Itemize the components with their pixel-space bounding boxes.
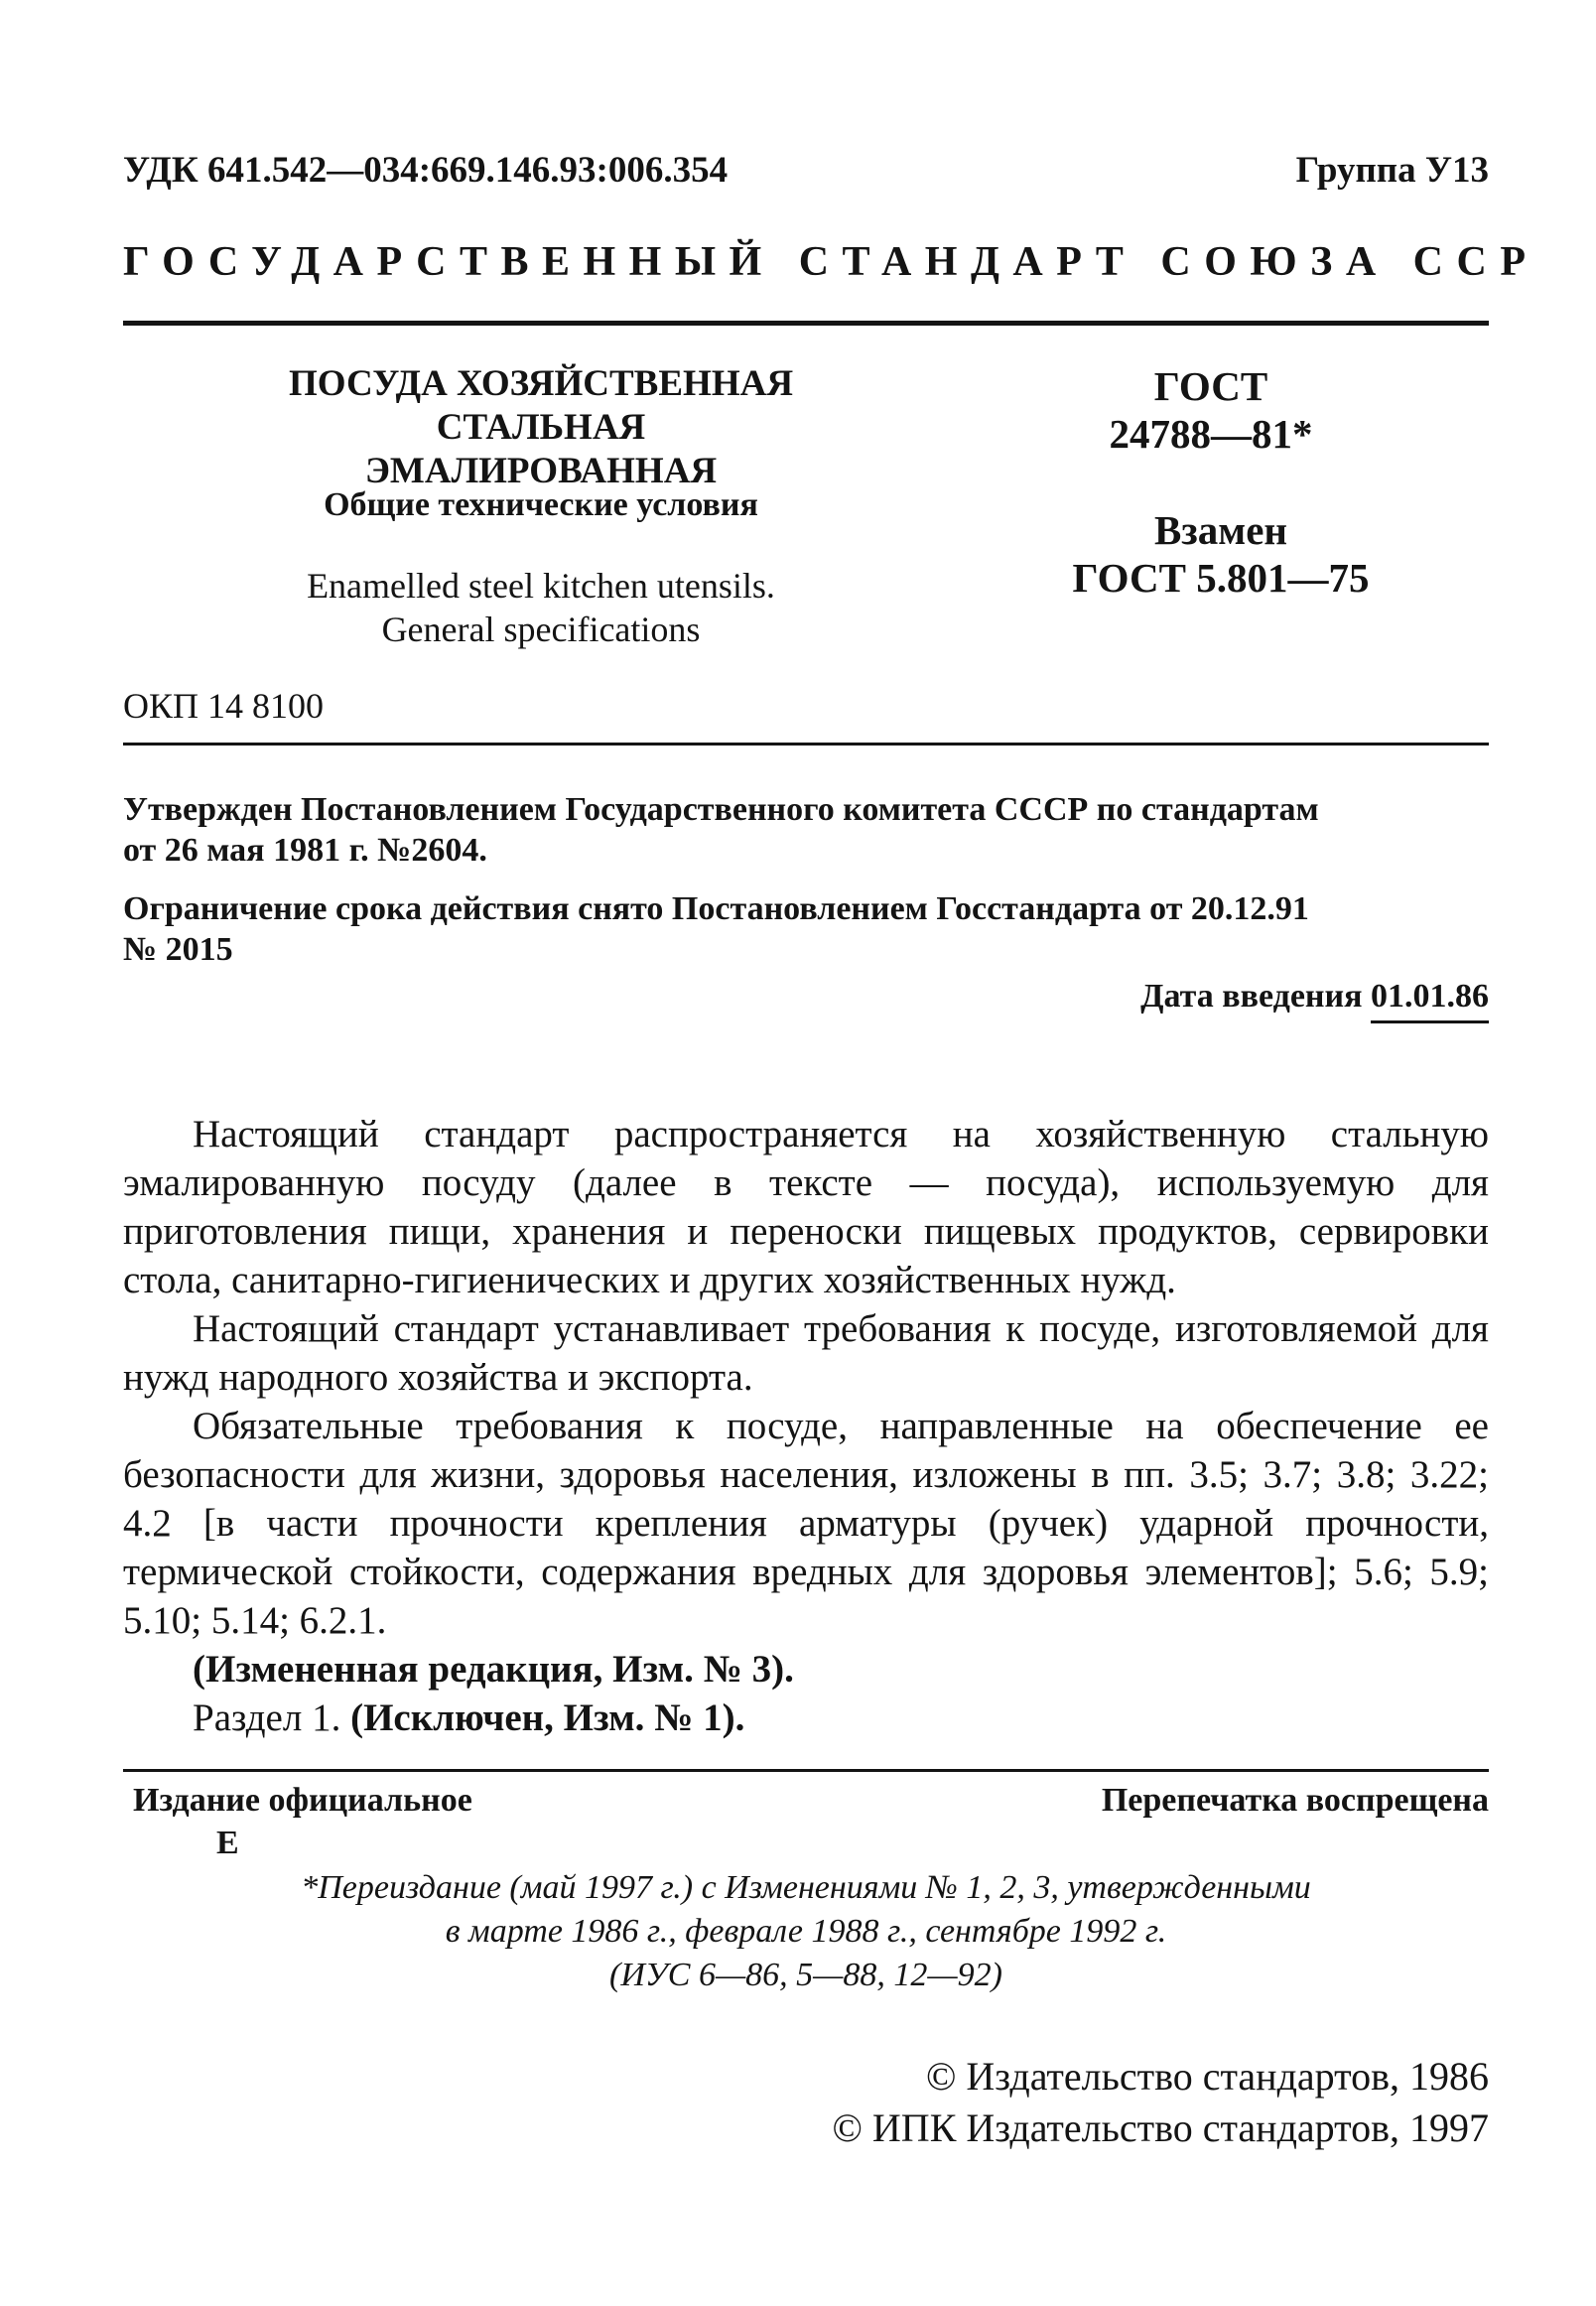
reissue-line-1: *Переиздание (май 1997 г.) с Изменениями № 1, 2, 3, утвержденными (301, 1869, 1311, 1906)
approval-statement (123, 789, 1489, 871)
middle-rule (123, 743, 1489, 746)
paragraph-amendment-note: (Измененная редакция, Изм. № 3). (193, 1648, 794, 1691)
footer-rule (123, 1769, 1489, 1772)
replaces-gost: ГОСТ 5.801—75 (1072, 555, 1370, 601)
state-standard-heading: ГОСУДАРСТВЕННЫЙ СТАНДАРТ СОЮЗА ССР (123, 239, 1539, 285)
udk-code: УДК 641.542—034:669.146.93:006.354 (123, 150, 729, 191)
okp-code: ОКП 14 8100 (123, 686, 325, 726)
limitation-statement (123, 888, 1489, 970)
reprint-notice: Перепечатка воспрещена (1101, 1782, 1489, 1819)
paragraph-requirements: Настоящий стандарт устанавливает требования к посуде, изготовляемой для нужд народного хозяйства и экспорта. (123, 1307, 1489, 1399)
gost-number-block (1062, 362, 1360, 458)
body-text (123, 1110, 1489, 1742)
group-code: Группа У13 (1295, 150, 1489, 191)
copyright-1997: © ИПК Издательство стандартов, 1997 (832, 2105, 1489, 2150)
intro-date-value: 01.01.86 (1371, 978, 1489, 1023)
english-title (189, 564, 893, 651)
limitation-line-2: № 2015 (123, 931, 233, 968)
document-subtitle: Общие технические условия (324, 486, 758, 523)
title-line-2: ЭМАЛИРОВАННАЯ (364, 451, 718, 491)
edition-label: Издание официальное (133, 1782, 472, 1819)
reissue-note (123, 1866, 1489, 1997)
paragraph-section-1 (123, 1694, 1489, 1742)
reissue-line-3: (ИУС 6—86, 5—88, 12—92) (609, 1957, 1002, 1993)
section-1-prefix: Раздел 1. (193, 1696, 341, 1739)
reissue-line-2: в марте 1986 г., феврале 1988 г., сентябре 1992 г. (445, 1913, 1167, 1950)
top-rule (123, 321, 1489, 326)
gost-label: ГОСТ (1153, 363, 1268, 409)
gost-number: 24788—81* (1109, 411, 1313, 457)
edition-letter: Е (216, 1825, 239, 1861)
introduction-date (1140, 978, 1489, 1016)
limitation-line-1: Ограничение срока действия снято Постановлением Госстандарта от 20.12.91 (123, 890, 1309, 927)
section-1-excluded: (Исключен, Изм. № 1). (350, 1696, 745, 1739)
document-title (189, 362, 893, 493)
paragraph-mandatory: Обязательные требования к посуде, направленные на обеспечение ее безопасности для жизни, здоровья населения, изложены в пп. 3.5; 3.7; 3.8; 3.22; 4.2 [в части прочности крепления арматуры (ручек) ударной прочности, термической стойкости, содержания вредных для здоровья элементов]; 5.6; 5.9; 5.10; 5.14; 6.2.1. (123, 1405, 1489, 1642)
english-title-line-1: Enamelled steel kitchen utensils. (307, 566, 775, 606)
copyright-1986: © Издательство стандартов, 1986 (925, 2054, 1489, 2099)
replaces-label: Взамен (1153, 507, 1288, 553)
english-title-line-2: General specifications (381, 610, 701, 649)
title-line-1: ПОСУДА ХОЗЯЙСТВЕННАЯ СТАЛЬНАЯ (288, 363, 794, 448)
approval-line-1: Утвержден Постановлением Государственного комитета СССР по стандартам (123, 791, 1319, 828)
paragraph-scope: Настоящий стандарт распространяется на хозяйственную стальную эмалированную посуду (далее в тексте — посуда), используемую для приготовления пищи, хранения и переноски пищевых продуктов, сервировки стола, санитарно-гигиенических и других хозяйственных нужд. (123, 1113, 1489, 1301)
intro-date-label: Дата введения (1140, 978, 1363, 1015)
approval-line-2: от 26 мая 1981 г. №2604. (123, 832, 487, 869)
replaces-block (1062, 506, 1380, 602)
